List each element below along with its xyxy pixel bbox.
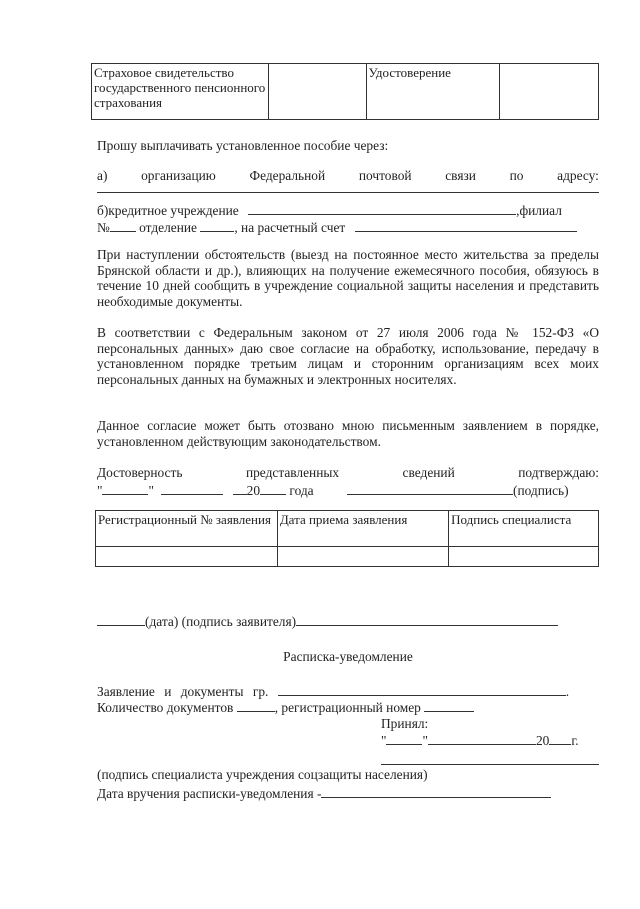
payment-intro: Прошу выплачивать установленное пособие через: (97, 138, 389, 153)
confirm-month-field[interactable] (161, 482, 223, 495)
count-label: Количество документов (97, 700, 234, 715)
confirm-signature-field[interactable] (347, 482, 513, 495)
quote-mark: " (97, 483, 103, 498)
receipt-title: Расписка-уведомление (283, 649, 413, 664)
confirm-year-field[interactable] (260, 482, 286, 495)
delivery-date-line (97, 785, 599, 802)
quote-mark: " (148, 483, 154, 498)
department-number-field[interactable] (200, 219, 234, 232)
applicant-sign-label: (дата) (подпись заявителя) (145, 614, 297, 629)
option-a-word: организацию (141, 168, 216, 183)
postal-address-field[interactable] (97, 192, 599, 193)
reg-number-header: Регистрационный № заявления (96, 511, 278, 547)
option-b-line (97, 202, 599, 219)
confirm-word: подтверждаю: (518, 465, 599, 480)
confirm-spacer-field[interactable] (233, 482, 247, 495)
branch-number-field[interactable] (110, 219, 136, 232)
specialist-sign-label: (подпись специалиста учреждения соцзащиты населения) (97, 767, 428, 782)
document-count-field[interactable] (237, 699, 275, 712)
year-prefix: 20 (535, 733, 550, 748)
year-prefix: 20 (246, 483, 261, 498)
delivery-date-field[interactable] (321, 785, 551, 798)
confirm-word: сведений (402, 465, 455, 480)
signature-label: (подпись) (513, 483, 569, 498)
consent-paragraph: В соответствии с Федеральным законом от 27 июля 2006 года № 152-ФЗ «О персональных данных» даю свое согласие на обработку, использование, передачу в установленном порядке третьим лицам и сторонним организациям всех моих персональных данных на бумажных и электронных носителях. (97, 325, 599, 388)
bank-label: б)кредитное учреждение (97, 203, 239, 218)
reg-number-cell[interactable] (96, 547, 278, 567)
year-suffix: г. (571, 733, 579, 748)
confirmation-line (97, 465, 599, 481)
reg-number-label: , регистрационный номер (274, 700, 421, 715)
specialist-sign-cell[interactable] (449, 547, 599, 567)
confirmation-date-line (97, 482, 599, 499)
branch-label: ,филиал (516, 203, 562, 218)
option-a-word: а) (97, 168, 108, 183)
account-number-field[interactable] (355, 219, 577, 232)
option-a-word: связи (445, 168, 476, 183)
receipt-month-field[interactable] (428, 732, 536, 745)
option-a-word: Федеральной (249, 168, 326, 183)
receipt-reg-number-field[interactable] (424, 699, 474, 712)
specialist-sign-header: Подпись специалиста (449, 511, 599, 547)
receipt-day-field[interactable] (386, 732, 422, 745)
reg-date-header: Дата приема заявления (277, 511, 448, 547)
option-a-word: адресу: (557, 168, 599, 183)
applicant-date-field[interactable] (97, 613, 145, 626)
account-label: , на расчетный счет (234, 220, 346, 235)
receipt-year-field[interactable] (549, 732, 571, 745)
registration-table (95, 510, 599, 567)
quote-mark: " (422, 733, 428, 748)
citizen-name-field[interactable] (278, 683, 566, 696)
obligation-paragraph: При наступлении обстоятельств (выезд на постоянное место жительства за пределы Брянской области и др.), влияющих на получение ежемесячного пособия, обязуюсь в течение 10 дней сообщить в учреждение социальной защиты населения и представить необходимые документы. (97, 247, 599, 310)
reg-date-cell[interactable] (277, 547, 448, 567)
withdrawal-paragraph: Данное согласие может быть отозвано мною письменным заявлением в порядке, установленном действующим законодательством. (97, 418, 599, 449)
quote-mark: " (381, 733, 387, 748)
confirm-day-field[interactable] (102, 482, 148, 495)
applicant-sign-line (97, 613, 599, 630)
year-suffix: года (289, 483, 314, 498)
accepted-label: Принял: (381, 716, 429, 731)
receipt-count-line (97, 699, 599, 716)
number-sign: № (97, 220, 110, 235)
specialist-signature-field[interactable] (381, 764, 599, 765)
dash: - (317, 786, 322, 801)
option-b-line-2 (97, 219, 599, 236)
applicant-signature-field[interactable] (296, 613, 558, 626)
option-a-line (97, 168, 599, 184)
documents-table (91, 63, 599, 120)
period: . (565, 684, 570, 699)
confirm-word: представленных (245, 465, 340, 480)
pension-certificate-cell: Страховое свидетельство государственного пенсионного страхования (92, 64, 269, 120)
bank-name-field[interactable] (248, 202, 516, 215)
option-a-word: по (509, 168, 524, 183)
delivery-date-label: Дата вручения расписки-уведомления (97, 786, 314, 801)
statement-label: Заявление и документы гр. (97, 684, 269, 699)
identity-document-cell: Удостоверение (366, 64, 499, 120)
option-a-word: почтовой (358, 168, 412, 183)
empty-cell[interactable] (269, 64, 366, 120)
receipt-date-line (381, 732, 599, 749)
confirm-word: Достоверность (97, 465, 183, 480)
empty-cell[interactable] (499, 64, 598, 120)
department-label: отделение (139, 220, 197, 235)
receipt-statement-line (97, 683, 599, 700)
